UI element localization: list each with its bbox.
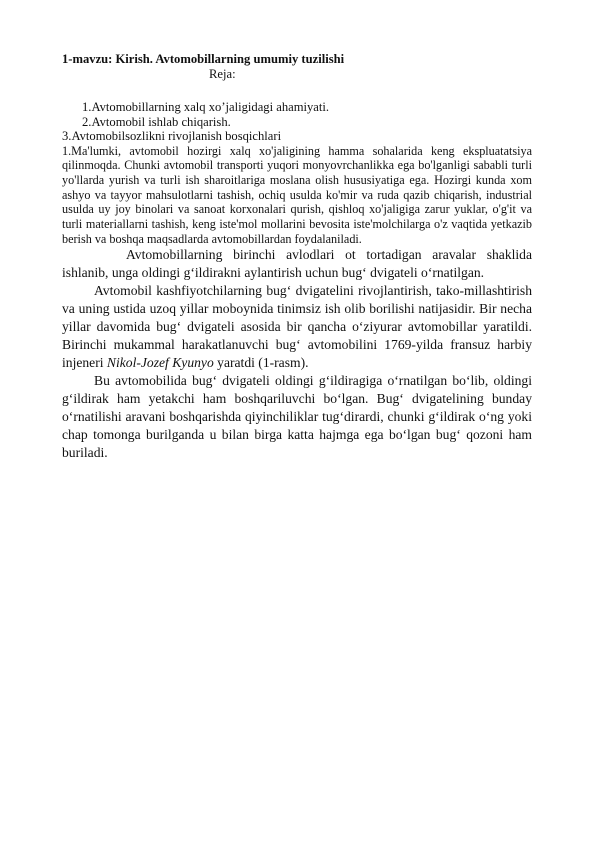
- inventor-name: Nikol-Jozef Kyunyo: [106, 355, 214, 371]
- paragraph-inventors: [62, 282, 532, 372]
- plan-item-1: 1.Avtomobillarning xalq xo’jaligidagi ahamiyati.: [82, 100, 330, 114]
- plan-item-2: 2.Avtomobil ishlab chiqarish.: [82, 114, 231, 129]
- plan-label: Reja:: [209, 67, 236, 81]
- plan-list: [62, 100, 532, 144]
- paragraph-first-generation: Avtomobillarning birinchi avlodlari ot tortadigan aravalar shaklida ishlanib, unga oldingi g‘ildirakni aylantirish uchun bug‘ dvigateli o‘rnatilgan.: [62, 247, 532, 281]
- paragraph-steam-engine: Bu avtomobilida bug‘ dvigateli oldingi g‘ildiragiga o‘rnatilgan bo‘lib, oldingi g‘ildirak ham yetakchi ham boshqariluvchi bo‘lgan. Bug‘ dvigatelining bunday o‘rnatilishi aravani boshqarishda qiyinchiliklar tug‘dirardi, chunki g‘ildirak o‘ng yoki chap tomonga burilganda u bilan birga katta hajmga ega bo‘lgan bug‘ qozoni ham buriladi.: [62, 373, 532, 461]
- intro-paragraph: 1.Ma'lumki, avtomobil hozirgi xalq xo'jaligining hamma sohalarida keng ekspluatatsiya qilinmoqda. Chunki avtomobil transporti yuqori monyovrchanlikka ega bo'lganligi sababli turli yo'llarda yurish va turli ish sharoitlariga moslana olish hususiyatiga ega. Hozirgi kunda xom ashyo va tayyor mahsulotlarni tashish, ochiq usulda ko'mir va ruda qazib chiqarish, industrial usulda uy joy binolari va sanoat korxonalari qurish, qishloq xo'jaligiga zarur yuklar, o'g'it va turli materiallarni tashish, keng iste'mol mollarini bevosita iste'molchilarga o'z vaqtida yetkazib berish va boshqa maqsadlarda avtomobillardan foydalaniladi.: [62, 143, 532, 246]
- paragraph-inventors-end: yaratdi (1-rasm).: [213, 355, 309, 371]
- document-page: [62, 52, 532, 462]
- plan-item-3: 3.Avtomobilsozlikni rivojlanish bosqichlari: [62, 129, 282, 143]
- topic-title: 1-mavzu: Kirish. Avtomobillarning umumiy tuzilishi: [62, 52, 345, 66]
- paragraph-inventors-text: Avtomobil kashfiyotchilarning bug‘ dvigatelini rivojlantirish, tako-millashtirish va uning ustida uzoq yillar moboynida tinimsiz ish olib borilishi natijasidir. Bir necha yillar davomida bug‘ dvigateli asosida bir qancha o‘ziyurar avtomobillar yaratildi. Birinchi mukammal harakatlanuvchi bug‘ avtomobilini 1769-yilda fransuz harbiy injeneri: [62, 283, 532, 371]
